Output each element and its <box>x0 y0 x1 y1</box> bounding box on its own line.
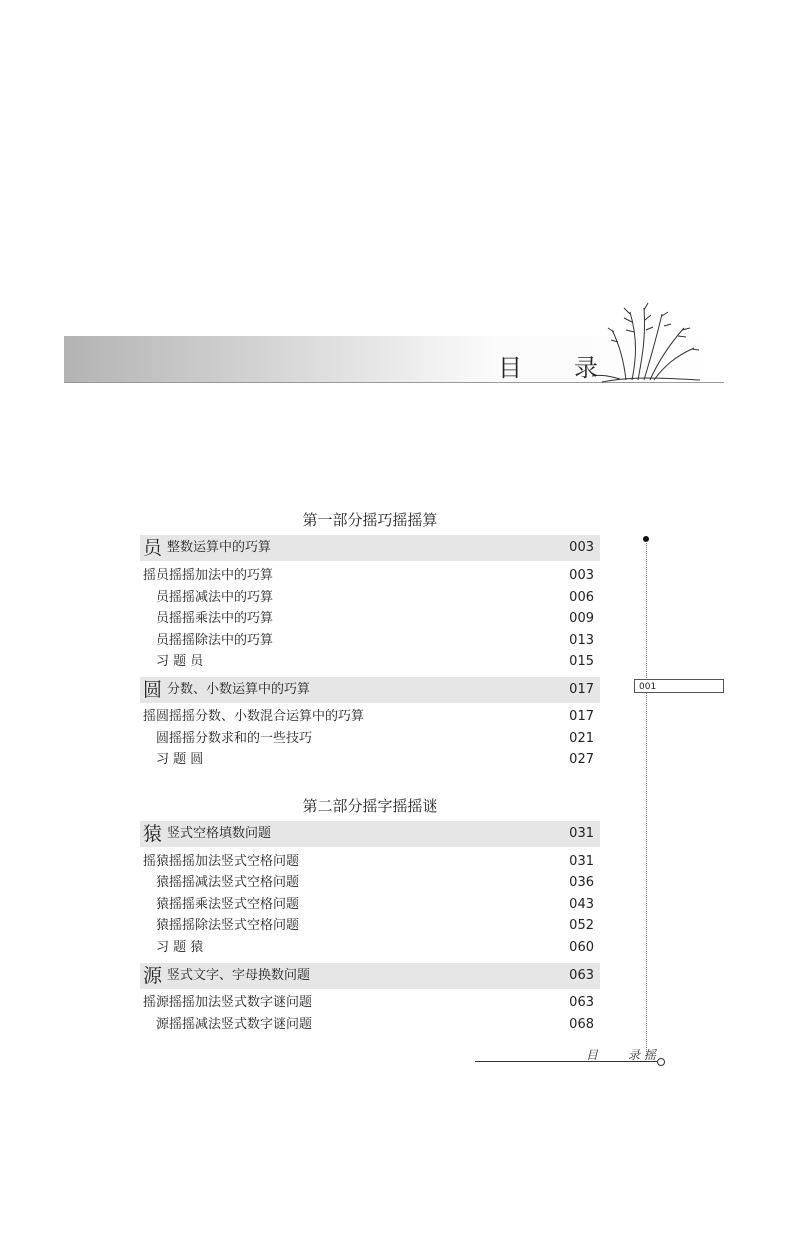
page-number: 068 <box>569 1017 594 1032</box>
part-heading: 第一部分摇巧摇摇算 <box>302 511 438 529</box>
entry-label: 习 题 员 <box>156 654 204 669</box>
entry-label: 猿摇摇除法竖式空格问题 <box>156 918 300 933</box>
page-number: 017 <box>569 682 594 697</box>
toc-entry[interactable] <box>140 588 600 608</box>
page-number: 031 <box>569 854 594 869</box>
page-title: 目录 <box>498 354 650 382</box>
page-number: 013 <box>569 633 594 648</box>
footer-right: 录 摇 <box>628 1048 656 1062</box>
entry-label: 猿摇摇减法竖式空格问题 <box>156 875 300 890</box>
toc-entry[interactable] <box>140 873 600 893</box>
page-number-box: 001 <box>634 679 724 693</box>
page-number: 063 <box>569 968 594 983</box>
entry-label: 摇源摇摇加法竖式数字谜问题 <box>143 995 313 1010</box>
chapter-number: 员 <box>143 537 163 559</box>
page-number: 036 <box>569 875 594 890</box>
toc-entry[interactable] <box>140 652 600 672</box>
page-number: 027 <box>569 752 594 767</box>
chapter-title: 整数运算中的巧算 <box>167 540 272 555</box>
chapter-row[interactable] <box>140 821 600 847</box>
toc-entry[interactable] <box>140 729 600 749</box>
part-heading: 第二部分摇字摇摇谜 <box>302 797 438 815</box>
page-number: 052 <box>569 918 594 933</box>
entry-label: 摇猿摇摇加法竖式空格问题 <box>143 854 300 869</box>
toc-entry[interactable] <box>140 631 600 651</box>
running-footer <box>586 1046 656 1063</box>
page-number: 009 <box>569 611 594 626</box>
chapter-row[interactable] <box>140 963 600 989</box>
page-number: 021 <box>569 731 594 746</box>
page-number: 006 <box>569 590 594 605</box>
side-rail <box>646 541 647 1056</box>
chapter-title: 分数、小数运算中的巧算 <box>167 682 311 697</box>
toc-entry[interactable] <box>140 566 600 586</box>
chapter-number: 猿 <box>143 823 163 845</box>
entry-label: 摇员摇摇加法中的巧算 <box>143 568 274 583</box>
page-number: 017 <box>569 709 594 724</box>
toc-entry[interactable] <box>140 852 600 872</box>
page-number: 060 <box>569 940 594 955</box>
toc-entry[interactable] <box>140 707 600 727</box>
toc-entry[interactable] <box>140 1015 600 1035</box>
chapter-row[interactable] <box>140 535 600 561</box>
toc-entry[interactable] <box>140 609 600 629</box>
entry-label: 员摇摇除法中的巧算 <box>156 633 274 648</box>
page-number: 003 <box>569 568 594 583</box>
page-number: 031 <box>569 826 594 841</box>
page-number: 063 <box>569 995 594 1010</box>
toc-entry[interactable] <box>140 750 600 770</box>
toc-entry[interactable] <box>140 895 600 915</box>
chapter-title: 竖式文字、字母换数问题 <box>167 968 311 983</box>
footer-left: 目 <box>586 1048 599 1062</box>
entry-label: 习 题 圆 <box>156 752 204 767</box>
entry-label: 员摇摇乘法中的巧算 <box>156 611 274 626</box>
toc-entry[interactable] <box>140 938 600 958</box>
entry-label: 圆摇摇分数求和的一些技巧 <box>156 731 313 746</box>
entry-label: 员摇摇减法中的巧算 <box>156 590 274 605</box>
toc-entry[interactable] <box>140 916 600 936</box>
entry-label: 摇圆摇摇分数、小数混合运算中的巧算 <box>143 709 365 724</box>
entry-label: 习 题 猿 <box>156 940 204 955</box>
page-number: 043 <box>569 897 594 912</box>
page-number: 003 <box>569 540 594 555</box>
entry-label: 猿摇摇乘法竖式空格问题 <box>156 897 300 912</box>
chapter-title: 竖式空格填数问题 <box>167 826 272 841</box>
chapter-number: 圆 <box>143 679 163 701</box>
toc-entry[interactable] <box>140 993 600 1013</box>
chapter-number: 源 <box>143 965 163 987</box>
chapter-row[interactable] <box>140 677 600 703</box>
footer-dot <box>657 1058 665 1066</box>
page-number: 015 <box>569 654 594 669</box>
entry-label: 源摇摇减法竖式数字谜问题 <box>156 1017 313 1032</box>
